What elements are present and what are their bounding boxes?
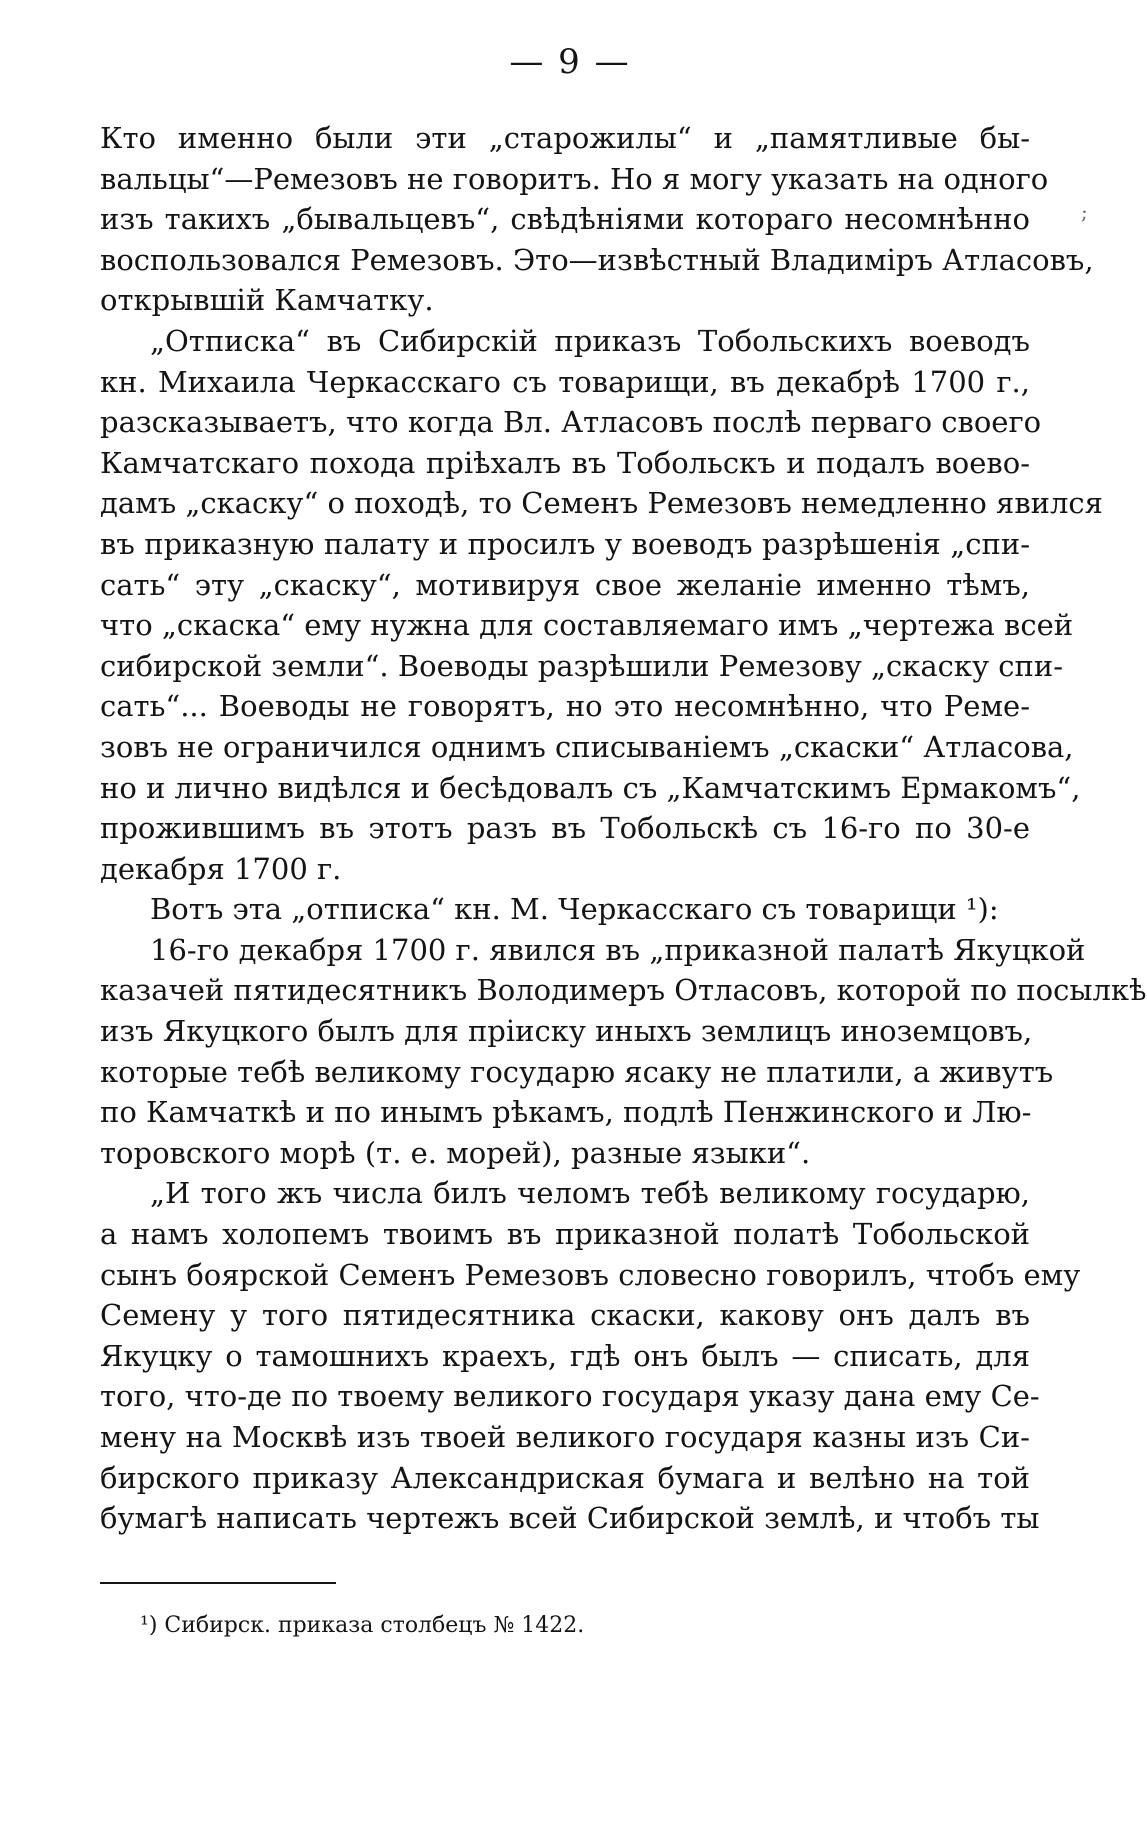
text-line: воспользовался Ремезовъ. Это—извѣстный Владиміръ Атласовъ, [100, 242, 1094, 277]
body-text [100, 118, 1147, 1539]
text-line: сибирской земли“. Воеводы разрѣшили Ремезову „скаску спи- [100, 648, 1064, 683]
text-line: что „скаска“ ему нужна для составляемаго имъ „чертежа всей [100, 608, 1074, 643]
text-line: по Камчаткѣ и по инымъ рѣкамъ, подлѣ Пенжинского и Лю- [100, 1095, 1032, 1130]
text-line: вальцы“—Ремезовъ не говоритъ. Но я могу указать на одного [100, 161, 1049, 196]
text-line: дамъ „скаску“ о походѣ, то Семенъ Ремезовъ немедленно явился [100, 486, 1103, 521]
text-line: 16-го декабря 1700 г. явился въ „приказной палатѣ Якуцкой [150, 932, 1086, 967]
text-line: изъ Якуцкого былъ для пріиску иныхъ землицъ иноземцовъ, [100, 1014, 1033, 1049]
text-line: которые тебѣ великому государю ясаку не платили, а живутъ [100, 1054, 1054, 1089]
text-line: Камчатскаго похода пріѣхалъ въ Тобольскъ и подалъ воево- [100, 445, 1030, 480]
text-line: а намъ холопемъ твоимъ въ приказной полатѣ Тобольской [100, 1217, 1030, 1252]
page-number: — 9 — [509, 42, 631, 82]
text-line: мену на Москвѣ изъ твоей великого государя казны изъ Си- [100, 1420, 1030, 1454]
footnote: ¹) Сибирск. приказа столбецъ № 1422. [140, 1613, 585, 1638]
text-line: изъ такихъ „бывальцевъ“, свѣдѣніями котораго несомнѣнно [100, 202, 1030, 237]
text-line: казачей пятидесятникъ Володимеръ Отласовъ, которой по посылкѣ [100, 973, 1147, 1008]
footnote-divider [100, 1582, 336, 1584]
text-line: бумагѣ написать чертежъ всей Сибирской землѣ, и чтобъ ты [100, 1501, 1040, 1536]
margin-mark: ; [1081, 200, 1088, 224]
text-line: но и лично видѣлся и бесѣдовалъ съ „Камчатскимъ Ермакомъ“, [100, 770, 1081, 805]
text-line: Семену у того пятидесятника скаски, какову онъ далъ въ [100, 1298, 1030, 1333]
text-line: декабря 1700 г. [100, 851, 342, 886]
text-line: прожившимъ въ этотъ разъ въ Тобольскѣ съ 16-го по 30-е [100, 811, 1030, 846]
text-line: сать“... Воеводы не говорятъ, но это несомнѣнно, что Реме- [100, 689, 1030, 724]
text-line: открывшій Камчатку. [100, 283, 434, 318]
text-line: „И того жъ числа билъ челомъ тебѣ великому государю, [150, 1176, 1030, 1211]
text-line: сать“ эту „скаску“, мотивируя свое желаніе именно тѣмъ, [100, 567, 1030, 602]
text-line: торовского морѣ (т. е. морей), разные языки“. [100, 1135, 811, 1170]
text-line: зовъ не ограничился однимъ списываніемъ „скаски“ Атласова, [100, 729, 1074, 764]
text-line: бирского приказу Александриская бумага и велѣно на той [100, 1460, 1030, 1495]
text-line: сынъ боярской Семенъ Ремезовъ словесно говорилъ, чтобъ ему [100, 1257, 1081, 1292]
text-line: Якуцку о тамошнихъ краехъ, гдѣ онъ былъ — списать, для [100, 1338, 1030, 1373]
text-line: разсказываетъ, что когда Вл. Атласовъ послѣ перваго своего [100, 405, 1042, 440]
text-line: „Отписка“ въ Сибирскій приказъ Тобольскихъ воеводъ [150, 323, 1030, 358]
text-line: того, что-де по твоему великого государя указу дана ему Се- [100, 1379, 1040, 1414]
text-line: Вотъ эта „отписка“ кн. М. Черкасскаго съ товарищи ¹): [150, 892, 999, 927]
text-line: кн. Михаила Черкасскаго съ товарищи, въ декабрѣ 1700 г., [100, 364, 1030, 399]
text-line: въ приказную палату и просилъ у воеводъ разрѣшенія „спи- [100, 526, 1030, 561]
text-line: Кто именно были эти „старожилы“ и „памятливые бы- [100, 121, 1030, 155]
